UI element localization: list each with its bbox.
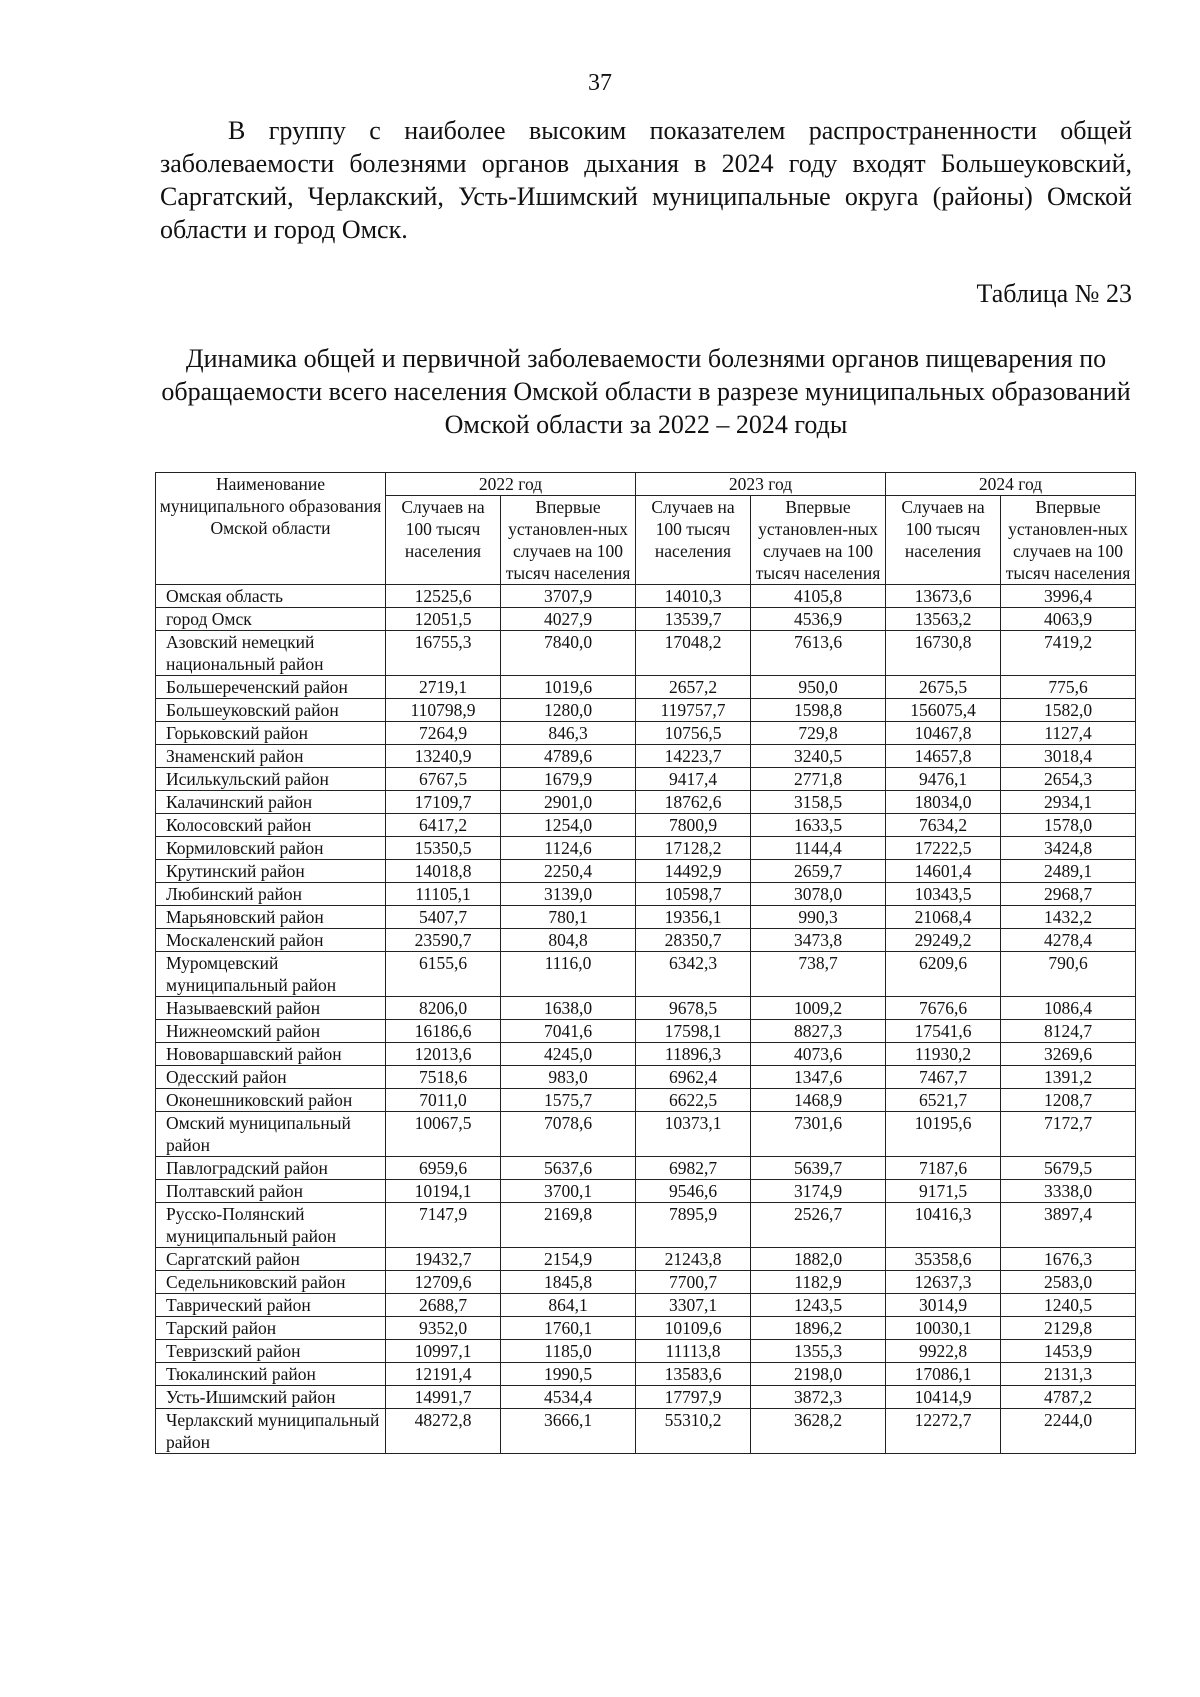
value-cell: 5639,7	[751, 1157, 886, 1180]
value-cell: 1845,8	[501, 1271, 636, 1294]
value-cell: 7634,2	[886, 814, 1001, 837]
value-cell: 7518,6	[386, 1066, 501, 1089]
value-cell: 3666,1	[501, 1409, 636, 1454]
value-cell: 1468,9	[751, 1089, 886, 1112]
value-cell: 6622,5	[636, 1089, 751, 1112]
value-cell: 11896,3	[636, 1043, 751, 1066]
value-cell: 7264,9	[386, 722, 501, 745]
value-cell: 1453,9	[1001, 1340, 1136, 1363]
intro-paragraph: В группу с наиболее высоким показателем распространенности общей заболеваемости болезнями органов дыхания в 2024 году входят Большеуковский, Саргатский, Черлакский, Усть-Ишимский муниципальные округа (районы) Омской области и город Омск.	[160, 116, 1132, 244]
table-row	[156, 1157, 1136, 1180]
table-row	[156, 1294, 1136, 1317]
value-cell: 6155,6	[386, 952, 501, 997]
value-cell: 3018,4	[1001, 745, 1136, 768]
value-cell: 21068,4	[886, 906, 1001, 929]
value-cell: 11113,8	[636, 1340, 751, 1363]
value-cell: 2583,0	[1001, 1271, 1136, 1294]
table-row	[156, 1248, 1136, 1271]
value-cell: 3269,6	[1001, 1043, 1136, 1066]
value-cell: 1638,0	[501, 997, 636, 1020]
municipality-name-cell: Тарский район	[156, 1317, 386, 1340]
value-cell: 17222,5	[886, 837, 1001, 860]
municipality-name-cell: Называевский район	[156, 997, 386, 1020]
value-cell: 9417,4	[636, 768, 751, 791]
value-cell: 1127,4	[1001, 722, 1136, 745]
municipality-name-cell: Тевризский район	[156, 1340, 386, 1363]
value-cell: 1633,5	[751, 814, 886, 837]
table-row	[156, 1409, 1136, 1454]
municipality-name-cell: Москаленский район	[156, 929, 386, 952]
value-cell: 6962,4	[636, 1066, 751, 1089]
value-cell: 28350,7	[636, 929, 751, 952]
municipality-name-cell: Тюкалинский район	[156, 1363, 386, 1386]
value-cell: 13539,7	[636, 608, 751, 631]
value-cell: 3014,9	[886, 1294, 1001, 1317]
value-cell: 3424,8	[1001, 837, 1136, 860]
table-row	[156, 791, 1136, 814]
value-cell: 1582,0	[1001, 699, 1136, 722]
table-row	[156, 722, 1136, 745]
table-row	[156, 1386, 1136, 1409]
value-cell: 10756,5	[636, 722, 751, 745]
value-cell: 10997,1	[386, 1340, 501, 1363]
value-cell: 17048,2	[636, 631, 751, 676]
value-cell: 5679,5	[1001, 1157, 1136, 1180]
value-cell: 23590,7	[386, 929, 501, 952]
table-row	[156, 929, 1136, 952]
value-cell: 2675,5	[886, 676, 1001, 699]
value-cell: 846,3	[501, 722, 636, 745]
table-row	[156, 676, 1136, 699]
header-year-2022: 2022 год	[386, 473, 636, 496]
value-cell: 14601,4	[886, 860, 1001, 883]
value-cell: 1598,8	[751, 699, 886, 722]
value-cell: 2169,8	[501, 1203, 636, 1248]
municipality-name-cell: Азовский немецкий национальный район	[156, 631, 386, 676]
value-cell: 2719,1	[386, 676, 501, 699]
municipality-name-cell: Седельниковский район	[156, 1271, 386, 1294]
value-cell: 9352,0	[386, 1317, 501, 1340]
value-cell: 3473,8	[751, 929, 886, 952]
value-cell: 12191,4	[386, 1363, 501, 1386]
value-cell: 3996,4	[1001, 585, 1136, 608]
value-cell: 3628,2	[751, 1409, 886, 1454]
value-cell: 8206,0	[386, 997, 501, 1020]
value-cell: 11105,1	[386, 883, 501, 906]
value-cell: 10414,9	[886, 1386, 1001, 1409]
value-cell: 2934,1	[1001, 791, 1136, 814]
value-cell: 729,8	[751, 722, 886, 745]
value-cell: 17797,9	[636, 1386, 751, 1409]
value-cell: 2968,7	[1001, 883, 1136, 906]
header-new-cases-2024: Впервые установлен-ных случаев на 100 тысяч населения	[1001, 496, 1136, 585]
table-row	[156, 745, 1136, 768]
table-row	[156, 1043, 1136, 1066]
value-cell: 1347,6	[751, 1066, 886, 1089]
value-cell: 2771,8	[751, 768, 886, 791]
value-cell: 14010,3	[636, 585, 751, 608]
municipality-name-cell: Русско-Полянский муниципальный район	[156, 1203, 386, 1248]
value-cell: 2659,7	[751, 860, 886, 883]
value-cell: 21243,8	[636, 1248, 751, 1271]
value-cell: 2129,8	[1001, 1317, 1136, 1340]
value-cell: 7187,6	[886, 1157, 1001, 1180]
value-cell: 16186,6	[386, 1020, 501, 1043]
value-cell: 6521,7	[886, 1089, 1001, 1112]
value-cell: 3897,4	[1001, 1203, 1136, 1248]
value-cell: 1009,2	[751, 997, 886, 1020]
municipality-name-cell: Любинский район	[156, 883, 386, 906]
table-row	[156, 906, 1136, 929]
municipality-name-cell: Черлакский муниципальный район	[156, 1409, 386, 1454]
value-cell: 3078,0	[751, 883, 886, 906]
municipality-name-cell: Омский муниципальный район	[156, 1112, 386, 1157]
value-cell: 4027,9	[501, 608, 636, 631]
value-cell: 18762,6	[636, 791, 751, 814]
header-municipality: Наименование муниципального образования Омской области	[156, 473, 386, 585]
value-cell: 10195,6	[886, 1112, 1001, 1157]
value-cell: 13240,9	[386, 745, 501, 768]
value-cell: 1575,7	[501, 1089, 636, 1112]
municipality-name-cell: Исилькульский район	[156, 768, 386, 791]
value-cell: 1185,0	[501, 1340, 636, 1363]
value-cell: 48272,8	[386, 1409, 501, 1454]
table-title: Динамика общей и первичной заболеваемости болезнями органов пищеварения по обращаемости всего населения Омской области в разрезе муниципальных образований Омской области за 2022 – 2024 годы	[161, 344, 1131, 439]
value-cell: 7613,6	[751, 631, 886, 676]
value-cell: 6982,7	[636, 1157, 751, 1180]
value-cell: 1116,0	[501, 952, 636, 997]
value-cell: 7041,6	[501, 1020, 636, 1043]
page-number: 37	[588, 70, 612, 96]
value-cell: 5407,7	[386, 906, 501, 929]
value-cell: 14657,8	[886, 745, 1001, 768]
value-cell: 10416,3	[886, 1203, 1001, 1248]
value-cell: 7840,0	[501, 631, 636, 676]
value-cell: 2657,2	[636, 676, 751, 699]
value-cell: 4105,8	[751, 585, 886, 608]
value-cell: 2250,4	[501, 860, 636, 883]
value-cell: 12013,6	[386, 1043, 501, 1066]
value-cell: 29249,2	[886, 929, 1001, 952]
value-cell: 1578,0	[1001, 814, 1136, 837]
value-cell: 8827,3	[751, 1020, 886, 1043]
municipality-name-cell: Кормиловский район	[156, 837, 386, 860]
value-cell: 12525,6	[386, 585, 501, 608]
municipality-name-cell: Колосовский район	[156, 814, 386, 837]
value-cell: 775,6	[1001, 676, 1136, 699]
municipality-name-cell: Марьяновский район	[156, 906, 386, 929]
value-cell: 7800,9	[636, 814, 751, 837]
value-cell: 5637,6	[501, 1157, 636, 1180]
value-cell: 3240,5	[751, 745, 886, 768]
value-cell: 1124,6	[501, 837, 636, 860]
value-cell: 7011,0	[386, 1089, 501, 1112]
value-cell: 119757,7	[636, 699, 751, 722]
value-cell: 17598,1	[636, 1020, 751, 1043]
table-row	[156, 883, 1136, 906]
value-cell: 10194,1	[386, 1180, 501, 1203]
value-cell: 12051,5	[386, 608, 501, 631]
table-row	[156, 1112, 1136, 1157]
value-cell: 1240,5	[1001, 1294, 1136, 1317]
value-cell: 13583,6	[636, 1363, 751, 1386]
table-row	[156, 1271, 1136, 1294]
header-cases-2022: Случаев на 100 тысяч населения	[386, 496, 501, 585]
value-cell: 1355,3	[751, 1340, 886, 1363]
value-cell: 1432,2	[1001, 906, 1136, 929]
table-row	[156, 1180, 1136, 1203]
table-row	[156, 1089, 1136, 1112]
table-row	[156, 585, 1136, 608]
municipality-name-cell: Знаменский район	[156, 745, 386, 768]
municipality-name-cell: Большереченский район	[156, 676, 386, 699]
value-cell: 12272,7	[886, 1409, 1001, 1454]
municipality-name-cell: город Омск	[156, 608, 386, 631]
value-cell: 11930,2	[886, 1043, 1001, 1066]
value-cell: 2198,0	[751, 1363, 886, 1386]
municipality-name-cell: Муромцевский муниципальный район	[156, 952, 386, 997]
value-cell: 6767,5	[386, 768, 501, 791]
value-cell: 17109,7	[386, 791, 501, 814]
header-cases-2024: Случаев на 100 тысяч населения	[886, 496, 1001, 585]
value-cell: 1254,0	[501, 814, 636, 837]
value-cell: 2154,9	[501, 1248, 636, 1271]
value-cell: 4789,6	[501, 745, 636, 768]
value-cell: 7078,6	[501, 1112, 636, 1157]
value-cell: 3307,1	[636, 1294, 751, 1317]
value-cell: 10598,7	[636, 883, 751, 906]
table-row	[156, 699, 1136, 722]
header-year-2023: 2023 год	[636, 473, 886, 496]
table-row	[156, 1317, 1136, 1340]
value-cell: 1679,9	[501, 768, 636, 791]
value-cell: 1280,0	[501, 699, 636, 722]
value-cell: 12637,3	[886, 1271, 1001, 1294]
value-cell: 4536,9	[751, 608, 886, 631]
municipality-name-cell: Полтавский район	[156, 1180, 386, 1203]
value-cell: 14492,9	[636, 860, 751, 883]
value-cell: 1019,6	[501, 676, 636, 699]
value-cell: 14018,8	[386, 860, 501, 883]
value-cell: 983,0	[501, 1066, 636, 1089]
value-cell: 864,1	[501, 1294, 636, 1317]
value-cell: 2526,7	[751, 1203, 886, 1248]
header-cases-2023: Случаев на 100 тысяч населения	[636, 496, 751, 585]
value-cell: 738,7	[751, 952, 886, 997]
municipality-name-cell: Таврический район	[156, 1294, 386, 1317]
value-cell: 10067,5	[386, 1112, 501, 1157]
municipality-name-cell: Оконешниковский район	[156, 1089, 386, 1112]
value-cell: 17128,2	[636, 837, 751, 860]
value-cell: 16755,3	[386, 631, 501, 676]
value-cell: 1896,2	[751, 1317, 886, 1340]
value-cell: 6417,2	[386, 814, 501, 837]
municipality-name-cell: Крутинский район	[156, 860, 386, 883]
value-cell: 3338,0	[1001, 1180, 1136, 1203]
value-cell: 780,1	[501, 906, 636, 929]
municipality-name-cell: Одесский район	[156, 1066, 386, 1089]
value-cell: 2688,7	[386, 1294, 501, 1317]
value-cell: 4534,4	[501, 1386, 636, 1409]
value-cell: 7467,7	[886, 1066, 1001, 1089]
value-cell: 7147,9	[386, 1203, 501, 1248]
value-cell: 1182,9	[751, 1271, 886, 1294]
municipality-name-cell: Большеуковский район	[156, 699, 386, 722]
table-row	[156, 1020, 1136, 1043]
value-cell: 14223,7	[636, 745, 751, 768]
value-cell: 16730,8	[886, 631, 1001, 676]
municipality-name-cell: Саргатский район	[156, 1248, 386, 1271]
value-cell: 1760,1	[501, 1317, 636, 1340]
table-number: Таблица № 23	[976, 279, 1132, 308]
value-cell: 3174,9	[751, 1180, 886, 1203]
value-cell: 9922,8	[886, 1340, 1001, 1363]
value-cell: 990,3	[751, 906, 886, 929]
table-row	[156, 768, 1136, 791]
value-cell: 19432,7	[386, 1248, 501, 1271]
table-row	[156, 631, 1136, 676]
table-row	[156, 814, 1136, 837]
value-cell: 2244,0	[1001, 1409, 1136, 1454]
table-row	[156, 860, 1136, 883]
value-cell: 17086,1	[886, 1363, 1001, 1386]
value-cell: 10030,1	[886, 1317, 1001, 1340]
value-cell: 110798,9	[386, 699, 501, 722]
value-cell: 14991,7	[386, 1386, 501, 1409]
value-cell: 1144,4	[751, 837, 886, 860]
value-cell: 15350,5	[386, 837, 501, 860]
table-row	[156, 952, 1136, 997]
value-cell: 4278,4	[1001, 929, 1136, 952]
value-cell: 12709,6	[386, 1271, 501, 1294]
value-cell: 2489,1	[1001, 860, 1136, 883]
value-cell: 9546,6	[636, 1180, 751, 1203]
value-cell: 4073,6	[751, 1043, 886, 1066]
value-cell: 10373,1	[636, 1112, 751, 1157]
table-row	[156, 837, 1136, 860]
municipality-name-cell: Горьковский район	[156, 722, 386, 745]
value-cell: 4063,9	[1001, 608, 1136, 631]
value-cell: 10109,6	[636, 1317, 751, 1340]
value-cell: 6959,6	[386, 1157, 501, 1180]
header-year-2024: 2024 год	[886, 473, 1136, 496]
municipality-name-cell: Нижнеомский район	[156, 1020, 386, 1043]
value-cell: 7676,6	[886, 997, 1001, 1020]
value-cell: 6209,6	[886, 952, 1001, 997]
value-cell: 1676,3	[1001, 1248, 1136, 1271]
value-cell: 10343,5	[886, 883, 1001, 906]
value-cell: 2901,0	[501, 791, 636, 814]
municipality-name-cell: Павлоградский район	[156, 1157, 386, 1180]
value-cell: 7895,9	[636, 1203, 751, 1248]
value-cell: 18034,0	[886, 791, 1001, 814]
value-cell: 7419,2	[1001, 631, 1136, 676]
municipality-name-cell: Калачинский район	[156, 791, 386, 814]
table-row	[156, 1340, 1136, 1363]
value-cell: 55310,2	[636, 1409, 751, 1454]
value-cell: 3872,3	[751, 1386, 886, 1409]
table-row	[156, 608, 1136, 631]
value-cell: 1243,5	[751, 1294, 886, 1317]
header-new-cases-2023: Впервые установлен-ных случаев на 100 тысяч населения	[751, 496, 886, 585]
table-row	[156, 1363, 1136, 1386]
value-cell: 9171,5	[886, 1180, 1001, 1203]
value-cell: 3139,0	[501, 883, 636, 906]
value-cell: 3700,1	[501, 1180, 636, 1203]
value-cell: 4787,2	[1001, 1386, 1136, 1409]
value-cell: 950,0	[751, 676, 886, 699]
municipality-name-cell: Нововаршавский район	[156, 1043, 386, 1066]
morbidity-table	[155, 472, 1136, 1454]
value-cell: 7301,6	[751, 1112, 886, 1157]
value-cell: 10467,8	[886, 722, 1001, 745]
header-new-cases-2022: Впервые установлен-ных случаев на 100 тысяч населения	[501, 496, 636, 585]
value-cell: 7700,7	[636, 1271, 751, 1294]
value-cell: 13673,6	[886, 585, 1001, 608]
municipality-name-cell: Усть-Ишимский район	[156, 1386, 386, 1409]
municipality-name-cell: Омская область	[156, 585, 386, 608]
value-cell: 3158,5	[751, 791, 886, 814]
table-row	[156, 997, 1136, 1020]
value-cell: 2654,3	[1001, 768, 1136, 791]
value-cell: 19356,1	[636, 906, 751, 929]
value-cell: 804,8	[501, 929, 636, 952]
table-row	[156, 1203, 1136, 1248]
value-cell: 1882,0	[751, 1248, 886, 1271]
value-cell: 9476,1	[886, 768, 1001, 791]
value-cell: 35358,6	[886, 1248, 1001, 1271]
value-cell: 1086,4	[1001, 997, 1136, 1020]
table-body	[156, 585, 1136, 1454]
value-cell: 17541,6	[886, 1020, 1001, 1043]
value-cell: 790,6	[1001, 952, 1136, 997]
value-cell: 4245,0	[501, 1043, 636, 1066]
value-cell: 1208,7	[1001, 1089, 1136, 1112]
value-cell: 8124,7	[1001, 1020, 1136, 1043]
value-cell: 3707,9	[501, 585, 636, 608]
value-cell: 2131,3	[1001, 1363, 1136, 1386]
value-cell: 7172,7	[1001, 1112, 1136, 1157]
value-cell: 9678,5	[636, 997, 751, 1020]
value-cell: 6342,3	[636, 952, 751, 997]
value-cell: 1391,2	[1001, 1066, 1136, 1089]
value-cell: 13563,2	[886, 608, 1001, 631]
table-row	[156, 1066, 1136, 1089]
value-cell: 156075,4	[886, 699, 1001, 722]
value-cell: 1990,5	[501, 1363, 636, 1386]
